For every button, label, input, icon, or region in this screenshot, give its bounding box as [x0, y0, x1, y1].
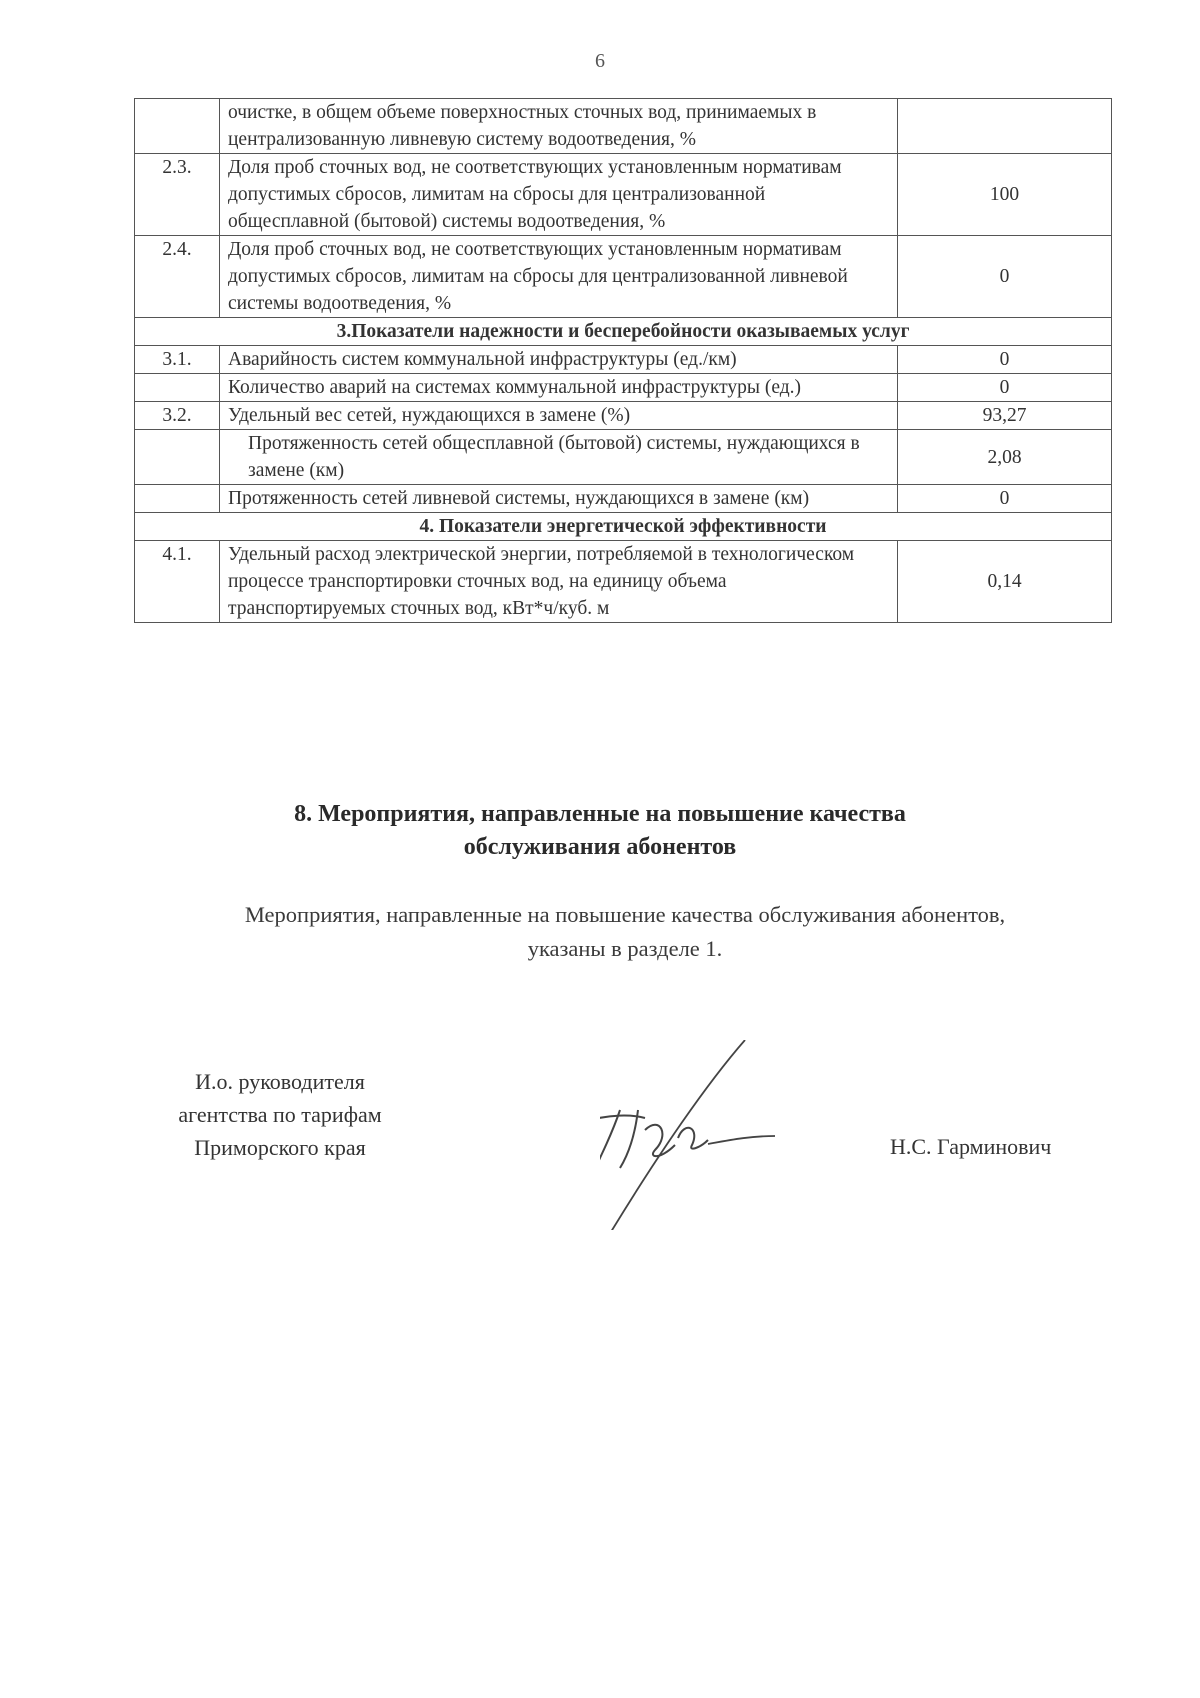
section-8-heading: [0, 798, 1200, 864]
table-row: [135, 430, 1112, 485]
table-row: [135, 346, 1112, 374]
table-row-description: Удельный вес сетей, нуждающихся в замене (%): [220, 402, 898, 430]
table-section-row: [135, 513, 1112, 541]
page-number: 6: [595, 50, 605, 72]
handwritten-signature: [600, 1040, 820, 1230]
section-8-body: [130, 898, 1120, 966]
signer-title: [130, 1065, 430, 1164]
table-row-number: [135, 374, 220, 402]
table-row-description: Протяженность сетей общесплавной (бытовой) системы, нуждающихся в замене (км): [220, 430, 898, 485]
table-row-description: очистке, в общем объеме поверхностных сточных вод, принимаемых в централизованную ливневую систему водоотведения, %: [220, 99, 898, 154]
indicators-table-body: [135, 99, 1112, 623]
table-section-title: 4. Показатели энергетической эффективности: [135, 513, 1112, 541]
table-row-value: [898, 99, 1112, 154]
table-row: [135, 485, 1112, 513]
table-row-description: Доля проб сточных вод, не соответствующих установленным нормативам допустимых сбросов, лимитам на сбросы для централизованной общесплавной (бытовой) системы водоотведения, %: [220, 154, 898, 236]
table-row-number: [135, 99, 220, 154]
table-row-number: 3.2.: [135, 402, 220, 430]
signer-title-line-3: Приморского края: [194, 1135, 366, 1160]
section-8-heading-line-1: 8. Мероприятия, направленные на повышение качества: [294, 801, 906, 827]
table-row-value: 100: [898, 154, 1112, 236]
table-row-value: 2,08: [898, 430, 1112, 485]
table-section-title: 3.Показатели надежности и бесперебойности оказываемых услуг: [135, 318, 1112, 346]
indicators-table: [134, 98, 1112, 623]
table-row: [135, 154, 1112, 236]
table-row-number: [135, 485, 220, 513]
table-row-description: Удельный расход электрической энергии, потребляемой в технологическом процессе транспортировки сточных вод, на единицу объема транспортируемых сточных вод, кВт*ч/куб. м: [220, 541, 898, 623]
signer-title-line-2: агентства по тарифам: [178, 1102, 382, 1127]
table-row-value: 93,27: [898, 402, 1112, 430]
table-row-number: 3.1.: [135, 346, 220, 374]
table-row-value: 0: [898, 236, 1112, 318]
table-row-number: 4.1.: [135, 541, 220, 623]
table-row-value: 0: [898, 374, 1112, 402]
table-row-value: 0: [898, 346, 1112, 374]
section-8-body-line-2: указаны в разделе 1.: [527, 936, 723, 961]
table-row-description: Количество аварий на системах коммунальной инфраструктуры (ед.): [220, 374, 898, 402]
table-row: [135, 374, 1112, 402]
table-row-value: 0: [898, 485, 1112, 513]
table-row: [135, 541, 1112, 623]
table-row-description: Протяженность сетей ливневой системы, нуждающихся в замене (км): [220, 485, 898, 513]
table-row-value: 0,14: [898, 541, 1112, 623]
table-section-row: [135, 318, 1112, 346]
table-row-number: 2.4.: [135, 236, 220, 318]
table-row: [135, 99, 1112, 154]
signer-title-line-1: И.о. руководителя: [195, 1069, 365, 1094]
table-row: [135, 402, 1112, 430]
table-row-description: Доля проб сточных вод, не соответствующих установленным нормативам допустимых сбросов, лимитам на сбросы для централизованной ливневой системы водоотведения, %: [220, 236, 898, 318]
signer-name: Н.С. Гарминович: [890, 1134, 1052, 1159]
table-row-number: 2.3.: [135, 154, 220, 236]
table-row: [135, 236, 1112, 318]
table-row-number: [135, 430, 220, 485]
section-8-heading-line-2: обслуживания абонентов: [463, 834, 737, 860]
section-8-body-line-1: Мероприятия, направленные на повышение качества обслуживания абонентов,: [244, 902, 1006, 927]
table-row-description: Аварийность систем коммунальной инфраструктуры (ед./км): [220, 346, 898, 374]
